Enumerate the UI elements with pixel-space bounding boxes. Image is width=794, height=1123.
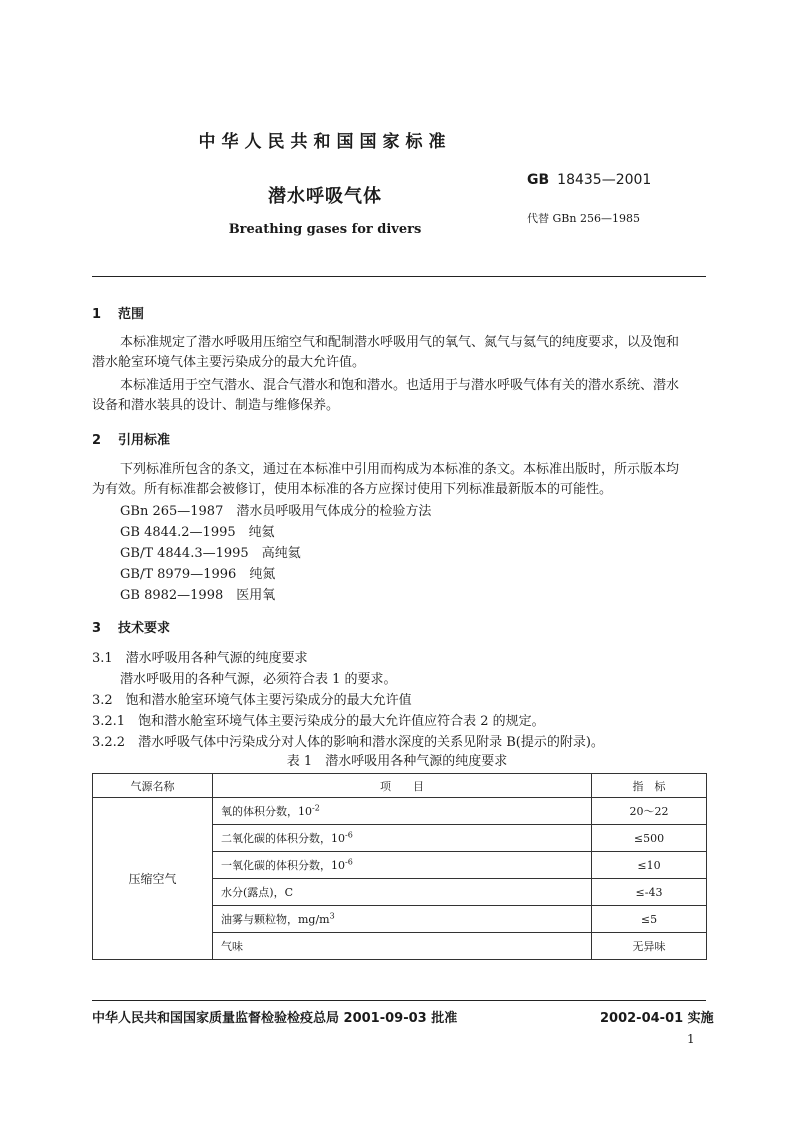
spec-cell: 无异味 [592, 933, 707, 960]
reference-code: GBn 265—1987 [120, 504, 224, 519]
source-name-cell: 压缩空气 [93, 798, 213, 960]
org-title: 中华人民共和国国家标准 [198, 132, 452, 152]
spec-cell: ≤10 [592, 852, 707, 879]
subsection-3-1: 3.1 潜水呼吸用各种气源的纯度要求 [92, 651, 308, 666]
spec-cell: ≤-43 [592, 879, 707, 906]
section-3-title: 技术要求 [118, 621, 171, 636]
item-text: 气味 [221, 940, 243, 953]
section-2-heading [92, 429, 170, 448]
subsection-3-2-1: 3.2.1 饱和潜水舱室环境气体主要污染成分的最大允许值应符合表 2 的规定。 [92, 714, 545, 729]
item-text: 一氧化碳的体积分数，10 [221, 859, 345, 872]
item-exponent: -6 [345, 830, 353, 840]
english-title: Breathing gases for divers [228, 222, 422, 237]
col-header-source: 气源名称 [93, 774, 213, 798]
reference-name: 潜水员呼吸用气体成分的检验方法 [236, 504, 432, 519]
header-divider [92, 276, 706, 277]
s1-para2-line2: 设备和潜水装具的设计、制造与维修保养。 [92, 398, 340, 413]
item-text: 二氧化碳的体积分数，10 [221, 832, 345, 845]
reference-code: GB/T 8979—1996 [120, 567, 237, 582]
subsection-3-2: 3.2 饱和潜水舱室环境气体主要污染成分的最大允许值 [92, 693, 412, 708]
approval-note: 中华人民共和国国家质量监督检验检疫总局 2001-09-03 批准 [92, 1011, 458, 1026]
reference-name: 高纯氦 [261, 546, 301, 561]
reference-code: GB 4844.2—1995 [120, 525, 236, 540]
section-3-heading [92, 617, 170, 636]
section-1-number: 1 [92, 307, 102, 322]
reference-item [120, 542, 301, 561]
table-1-caption: 表 1 潜水呼吸用各种气源的纯度要求 [286, 754, 508, 769]
reference-item [120, 584, 275, 603]
item-exponent: -2 [312, 803, 320, 813]
footer-divider [92, 1000, 706, 1001]
item-cell [213, 798, 592, 825]
section-2-title: 引用标准 [118, 433, 171, 448]
reference-name: 医用氧 [236, 588, 276, 603]
item-text: 氧的体积分数，10 [221, 805, 312, 818]
spec-cell: ≤500 [592, 825, 707, 852]
col-header-item: 项 目 [213, 774, 592, 798]
replaces-note: 代替 GBn 256—1985 [527, 212, 640, 225]
s1-para1-line2: 潜水舱室环境气体主要污染成分的最大允许值。 [92, 355, 366, 370]
document-title: 潜水呼吸气体 [268, 186, 382, 207]
item-cell [213, 933, 592, 960]
reference-code: GB 8982—1998 [120, 588, 224, 603]
section-1-heading [92, 303, 144, 322]
table-row [93, 798, 707, 825]
item-cell [213, 852, 592, 879]
s1-para1-line1: 本标准规定了潜水呼吸用压缩空气和配制潜水呼吸用气的氧气、氮气与氦气的纯度要求，以及饱和 [120, 335, 680, 350]
section-1-title: 范围 [118, 307, 145, 322]
reference-name: 纯氦 [248, 525, 275, 540]
section-3-number: 3 [92, 621, 102, 636]
page-number: 1 [687, 1032, 695, 1046]
subsection-3-2-2: 3.2.2 潜水呼吸气体中污染成分对人体的影响和潜水深度的关系见附录 B(提示的附录)。 [92, 735, 604, 750]
table-1 [92, 773, 707, 960]
item-text: 水分(露点)，C [221, 886, 293, 899]
spec-cell: ≤5 [592, 906, 707, 933]
item-cell [213, 825, 592, 852]
implementation-date: 2002-04-01 实施 [600, 1011, 714, 1026]
table-header-row [93, 774, 707, 798]
subsection-3-1-text: 潜水呼吸用的各种气源，必须符合表 1 的要求。 [120, 672, 397, 687]
item-exponent: 3 [329, 911, 335, 921]
s2-para1-line2: 为有效。所有标准都会被修订，使用本标准的各方应探讨使用下列标准最新版本的可能性。 [92, 482, 613, 497]
reference-item [120, 563, 275, 582]
item-cell [213, 906, 592, 933]
reference-code: GB/T 4844.3—1995 [120, 546, 249, 561]
gb-prefix: GB [527, 172, 550, 188]
item-cell [213, 879, 592, 906]
s1-para2-line1: 本标准适用于空气潜水、混合气潜水和饱和潜水。也适用于与潜水呼吸气体有关的潜水系统、潜水 [120, 378, 680, 393]
item-exponent: -6 [345, 857, 353, 867]
reference-name: 纯氮 [249, 567, 276, 582]
s2-para1-line1: 下列标准所包含的条文，通过在本标准中引用而构成为本标准的条文。本标准出版时，所示版本均 [120, 462, 680, 477]
reference-item [120, 521, 275, 540]
col-header-spec: 指 标 [592, 774, 707, 798]
section-2-number: 2 [92, 433, 102, 448]
spec-cell: 20～22 [592, 798, 707, 825]
item-text: 油雾与颗粒物，mg/m [221, 913, 330, 926]
gb-code: 18435—2001 [557, 172, 652, 188]
reference-item [120, 500, 431, 519]
